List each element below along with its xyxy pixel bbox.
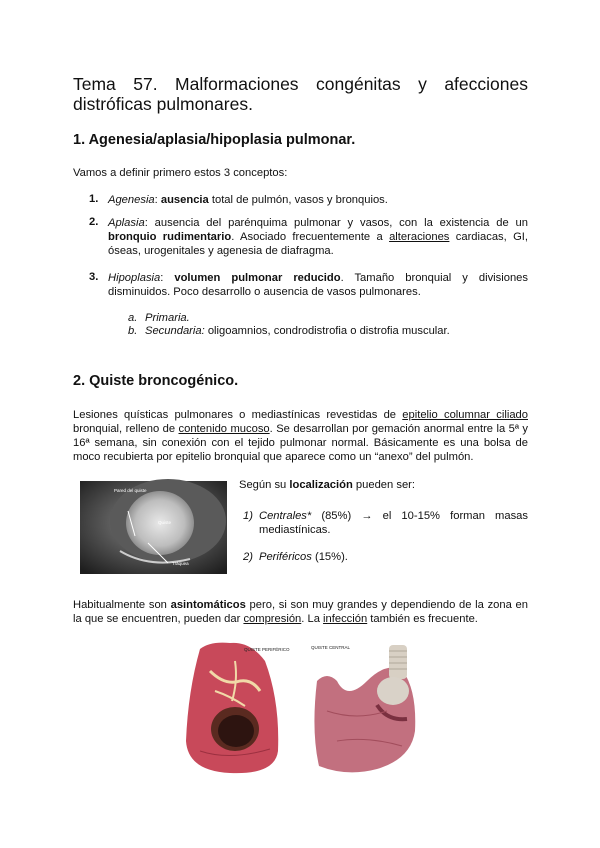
page-title: Tema 57. Malformaciones congénitas y afecciones distróficas pulmonares. [73,74,528,114]
illus-label-central: QUISTE CENTRAL [311,645,351,650]
photo-label-trachea: Tráquea [172,561,189,566]
peripheral-cyst-illustration [180,641,290,777]
list-item-hipoplasia: Hipoplasia: volumen pulmonar reducido. Tamaño bronquial y divisiones disminuidos. Poco desarrollo o ausencia de vasos pulmonares. [108,272,528,298]
cyst-photo [80,481,227,574]
sublist-letter: b. [128,325,138,337]
photo-label-wall: Pared del quiste [114,488,147,493]
sublist-item-primaria: Primaria. [145,312,190,324]
section1-intro: Vamos a definir primero estos 3 conceptos: [73,167,288,179]
location-number: 2) [243,551,253,563]
list-number: 2. [89,216,99,228]
sublist-letter: a. [128,312,138,324]
central-cyst-illustration [307,641,420,777]
location-item-centrales: Centrales* (85%) → el 10-15% forman masas mediastínicas. [259,510,528,536]
section-heading-2: 2. Quiste broncogénico. [73,373,239,389]
photo-label-cyst: Quiste [158,520,172,525]
list-item-agenesia: Agenesia: ausencia total de pulmón, vasos y bronquios. [108,194,388,206]
illus-label-peripheral: QUISTE PERIFÉRICO [244,647,290,652]
section2-paragraph: Lesiones quísticas pulmonares o mediastínicas revestidas de epitelio columnar ciliado bronquial, relleno de contenido mucoso. Se desarrollan por gemación anormal entre la 5ª y 16ª semana, sin conexión con el tejido pulmonar normal. Básicamente es una bolsa de moco recubierta por epitelio bronquial que aparece como un “anexo” del pulmón. [73,409,528,463]
symptoms-paragraph: Habitualmente son asintomáticos pero, si son muy grandes y dependiendo de la zona en la que se encuentren, pueden dar compresión. La infección también es frecuente. [73,599,528,625]
list-number: 3. [89,271,99,283]
section-heading-1: 1. Agenesia/aplasia/hipoplasia pulmonar. [73,132,356,148]
location-intro: Según su localización pueden ser: [239,479,416,491]
list-item-aplasia: Aplasia: ausencia del parénquima pulmonar y vasos, con la existencia de un bronquio rudimentario. Asociado frecuentemente a alteraciones cardiacas, GI, óseas, urogenitales y agenesia de diafragma. [108,217,529,257]
location-number: 1) [243,510,253,522]
location-item-perifericos: Periféricos (15%). [259,551,348,563]
list-number: 1. [89,193,99,205]
sublist-item-secundaria: Secundaria: oligoamnios, condrodistrofia o distrofia muscular. [145,325,450,337]
